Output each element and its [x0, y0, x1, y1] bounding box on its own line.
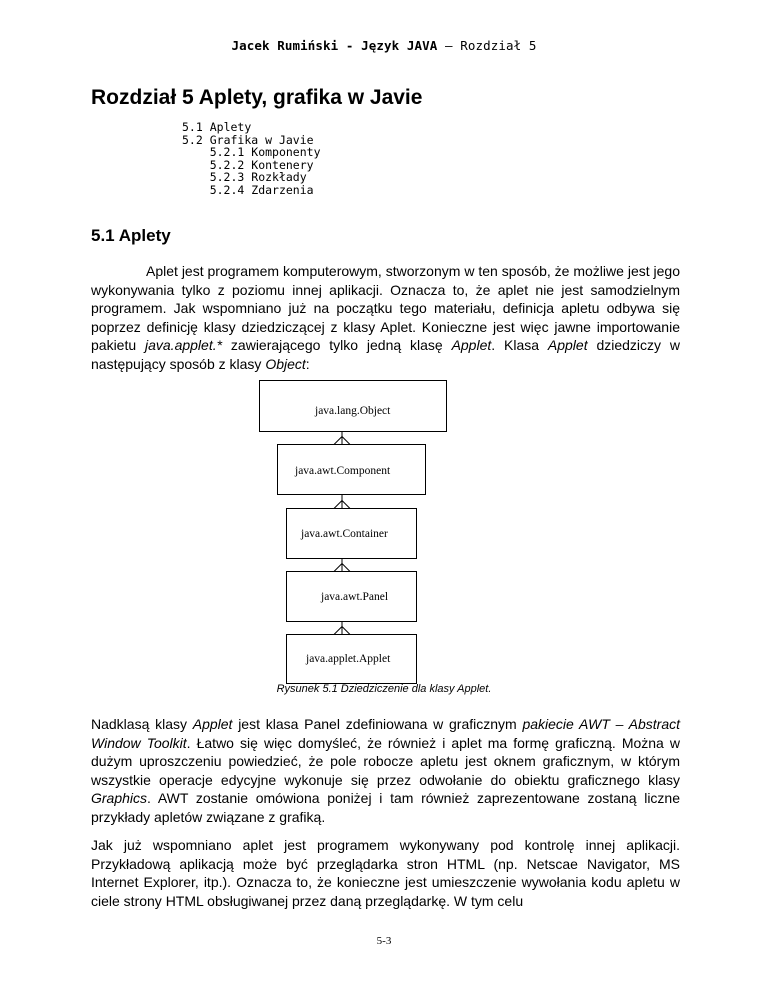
header-chapter: Rozdział 5 [460, 38, 537, 53]
toc-title: Kontenery [251, 157, 314, 172]
text-run: . Klasa [491, 337, 548, 354]
toc-title: Grafika w Javie [209, 132, 314, 147]
inheritance-arrow [334, 559, 350, 572]
header-subject: Język JAVA [361, 38, 438, 53]
page-number: 5-3 [376, 935, 392, 947]
emphasis: Object [265, 355, 306, 372]
header-author: Jacek Rumiński [231, 38, 339, 53]
toc-number: 5.2 [182, 132, 203, 147]
class-box-object [260, 381, 447, 432]
class-label-component: java.awt.Component [295, 465, 391, 477]
table-of-contents [182, 121, 321, 197]
toc-title: Aplety [209, 120, 252, 134]
toc-number: 5.2.1 [209, 145, 245, 160]
text-run: Nadklasą klasy [91, 716, 193, 732]
toc-title: Zdarzenia [251, 182, 314, 197]
emphasis: Applet [192, 716, 233, 732]
inheritance-arrow [334, 622, 350, 635]
paragraph-intro [91, 262, 680, 374]
page-header [0, 38, 768, 53]
class-label-object: java.lang.Object [315, 405, 391, 417]
class-label-panel: java.awt.Panel [321, 591, 389, 603]
emphasis: Graphics [91, 790, 148, 807]
class-label-container: java.awt.Container [301, 528, 388, 540]
emphasis: Applet [547, 337, 588, 354]
class-box-container [287, 509, 417, 559]
toc-number: 5.2.3 [209, 170, 245, 185]
text-run: jest klasa Panel zdefiniowana w graficznym [232, 716, 523, 732]
class-box-component [278, 445, 426, 495]
text-run: : [305, 355, 310, 372]
chapter-title: Rozdział 5 Aplety, grafika w Javie [91, 86, 423, 109]
section-title: 5.1 Aplety [91, 226, 171, 245]
toc-number: 5.2.2 [209, 157, 245, 172]
class-box-applet [287, 635, 417, 684]
emphasis: pakiecie AWT – Abstract Window Toolkit [91, 716, 680, 751]
text-run: . Łatwo się więc domyśleć, że również i aplet ma formę graficzną. Można w dużym uproszczeniu powiedzieć, że pole robocze apletu jest oknem graficznym, w którym wszystkie operacje edycyjne wykonuje się przez odwołanie do obiektu graficznego klasy [91, 734, 680, 788]
inheritance-arrow [334, 495, 350, 509]
toc-item[interactable] [182, 184, 321, 197]
class-box-panel [287, 572, 417, 622]
class-label-applet: java.applet.Applet [306, 653, 391, 665]
toc-title: Rozkłady [251, 170, 307, 185]
toc-number: 5.1 [182, 120, 203, 134]
header-separator-1: - [338, 38, 362, 53]
paragraph-awt [91, 715, 680, 827]
emphasis: Applet [451, 337, 492, 354]
text-run: . AWT zostanie omówiona poniżej i tam również zaprezentowane zostaną liczne przykłady apletów związane z grafiką. [91, 790, 680, 825]
toc-number: 5.2.4 [209, 182, 245, 197]
inheritance-arrow [334, 432, 350, 445]
paragraph-html: Jak już wspomniano aplet jest programem wykonywany pod kontrolę innej aplikacji. Przykładową aplikacją może być przeglądarka stron HTML (np. Netscae Navigator, MS Internet Explorer, itp.). Oznacza to, że konieczne jest umieszczenie wywołania kodu apletu w ciele strony HTML obsługiwanej przez daną przeglądarkę. W tym celu [91, 837, 680, 909]
header-separator-2: – [437, 38, 461, 53]
figure-caption: Rysunek 5.1 Dziedziczenie dla klasy Applet. [276, 683, 492, 695]
text-run: dziedziczy w następujący sposób z klasy [91, 337, 680, 372]
text-run: zawierającego tylko jedną klasę [222, 337, 452, 354]
toc-title: Komponenty [251, 145, 321, 160]
text-run: Aplet jest programem komputerowym, stworzonym w ten sposób, że możliwe jest jego wykonywania tylko z poziomu innej aplikacji. Oznacza to, że aplet nie jest samodzielnym programem. Jak wspomniano już na początku tego materiału, definicja apletu odbywa się poprzez definicję klasy dziedziczącej z klasy Aplet. Konieczne jest więc jawne importowanie pakietu [91, 263, 680, 354]
emphasis: java.applet.* [145, 337, 223, 354]
